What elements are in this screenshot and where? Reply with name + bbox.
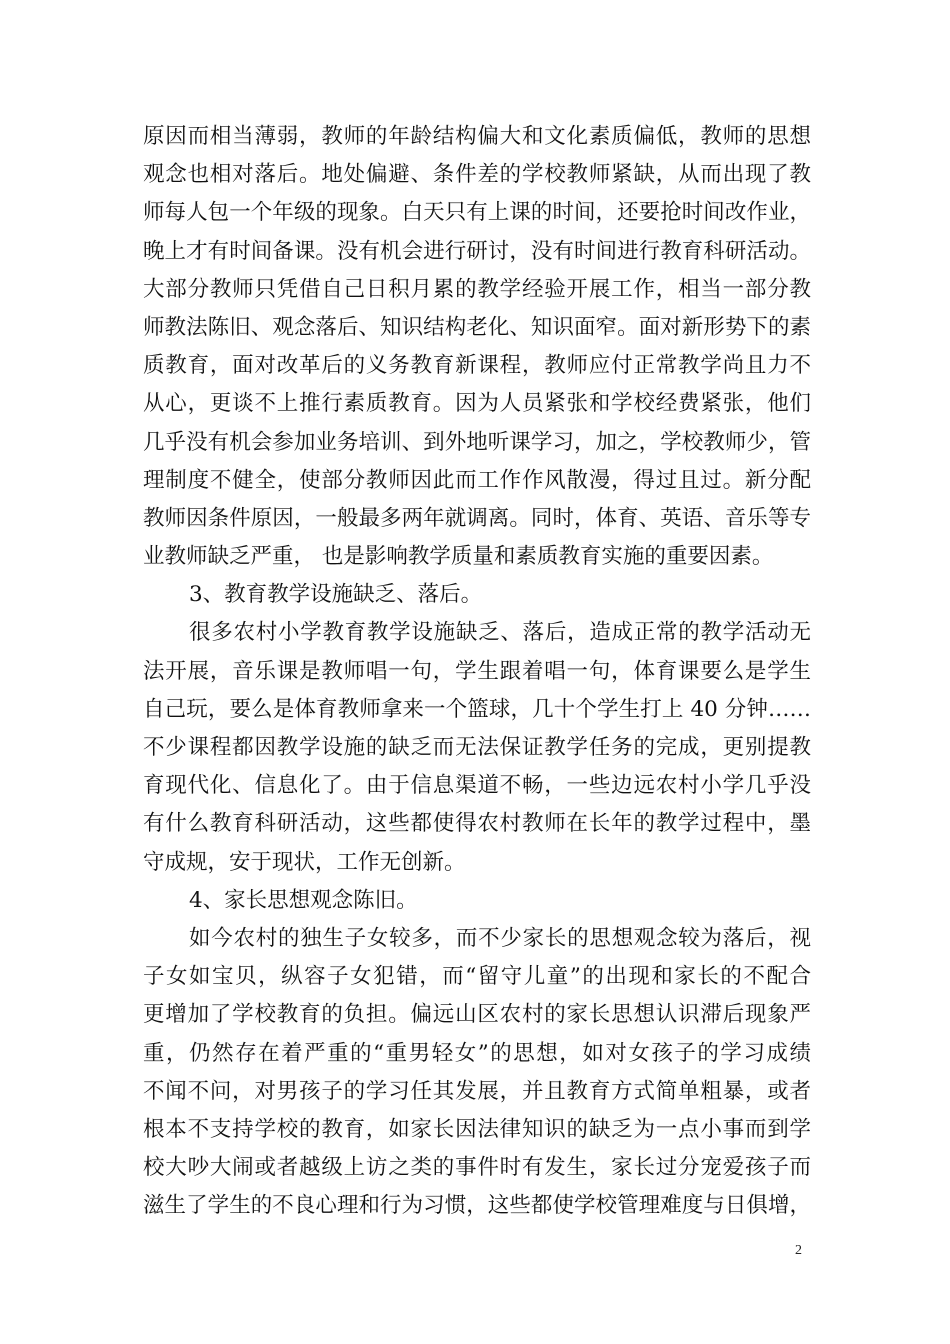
section-heading: 4、家长思想观念陈旧。 [189, 887, 418, 913]
text-line: 守成规，安于现状，工作无创新。 [143, 849, 466, 875]
text-line: 观念也相对落后。地处偏避、条件差的学校教师紧缺，从而出现了教 [143, 162, 811, 188]
text-line: 子女如宝贝，纵容子女犯错，而“留守儿童”的出现和家长的不配合 [143, 964, 811, 990]
text-line: 原因而相当薄弱，教师的年龄结构偏大和文化素质偏低，教师的思想 [143, 124, 811, 149]
text-line: 理制度不健全，使部分教师因此而工作作风散漫，得过且过。新分配 [143, 467, 811, 493]
text-line: 不少课程都因教学设施的缺乏而无法保证教学任务的完成，更别提教 [143, 735, 811, 760]
text-line: 重，仍然存在着严重的“重男轻女”的思想，如对女孩子的学习成绩 [143, 1040, 811, 1066]
section-heading: 3、教育教学设施缺乏、落后。 [189, 582, 483, 608]
text-line: 更增加了学校教育的负担。偏远山区农村的家长思想认识滞后现象严 [143, 1002, 811, 1028]
text-line: 有什么教育科研活动，这些都使得农村教师在长年的教学过程中，墨 [143, 811, 811, 837]
text-line: 师教法陈旧、观念落后、知识结构老化、知识面窄。面对新形势下的素 [143, 314, 811, 340]
text-line: 滋生了学生的不良心理和行为习惯，这些都使学校管理难度与日俱增， [143, 1193, 811, 1219]
text-line: 师每人包一个年级的现象。白天只有上课的时间，还要抢时间改作业， [143, 200, 811, 226]
text-line: 很多农村小学教育教学设施缺乏、落后，造成正常的教学活动无 [189, 620, 811, 646]
page-number: 2 [795, 1243, 802, 1258]
text-line: 不闻不问，对男孩子的学习任其发展，并且教育方式简单粗暴，或者 [143, 1078, 811, 1104]
text-line: 自己玩，要么是体育教师拿来一个篮球，几十个学生打上 40 分钟…… [143, 696, 811, 722]
text-line: 法开展，音乐课是教师唱一句，学生跟着唱一句，体育课要么是学生 [143, 658, 811, 684]
text-line: 几乎没有机会参加业务培训、到外地听课学习，加之，学校教师少，管 [143, 429, 811, 455]
text-line: 从心，更谈不上推行素质教育。因为人员紧张和学校经费紧张，他们 [143, 391, 811, 417]
text-line: 根本不支持学校的教育，如家长因法律知识的缺乏为一点小事而到学 [143, 1116, 811, 1142]
text-line: 校大吵大闹或者越级上访之类的事件时有发生，家长过分宠爱孩子而 [143, 1155, 811, 1181]
text-line: 晚上才有时间备课。没有机会进行研讨，没有时间进行教育科研活动。 [143, 238, 811, 264]
text-line: 教师因条件原因，一般最多两年就调离。同时，体育、英语、音乐等专 [143, 505, 811, 531]
text-line: 业教师缺乏严重， 也是影响教学质量和素质教育实施的重要因素。 [143, 544, 774, 570]
text-line: 如今农村的独生子女较多，而不少家长的思想观念较为落后，视 [189, 925, 811, 951]
text-line: 大部分教师只凭借自己日积月累的教学经验开展工作，相当一部分教 [143, 276, 811, 302]
body-text [143, 118, 811, 1225]
text-line: 育现代化、信息化了。由于信息渠道不畅，一些边远农村小学几乎没 [143, 773, 811, 799]
text-line: 质教育，面对改革后的义务教育新课程，教师应付正常教学尚且力不 [143, 353, 811, 379]
